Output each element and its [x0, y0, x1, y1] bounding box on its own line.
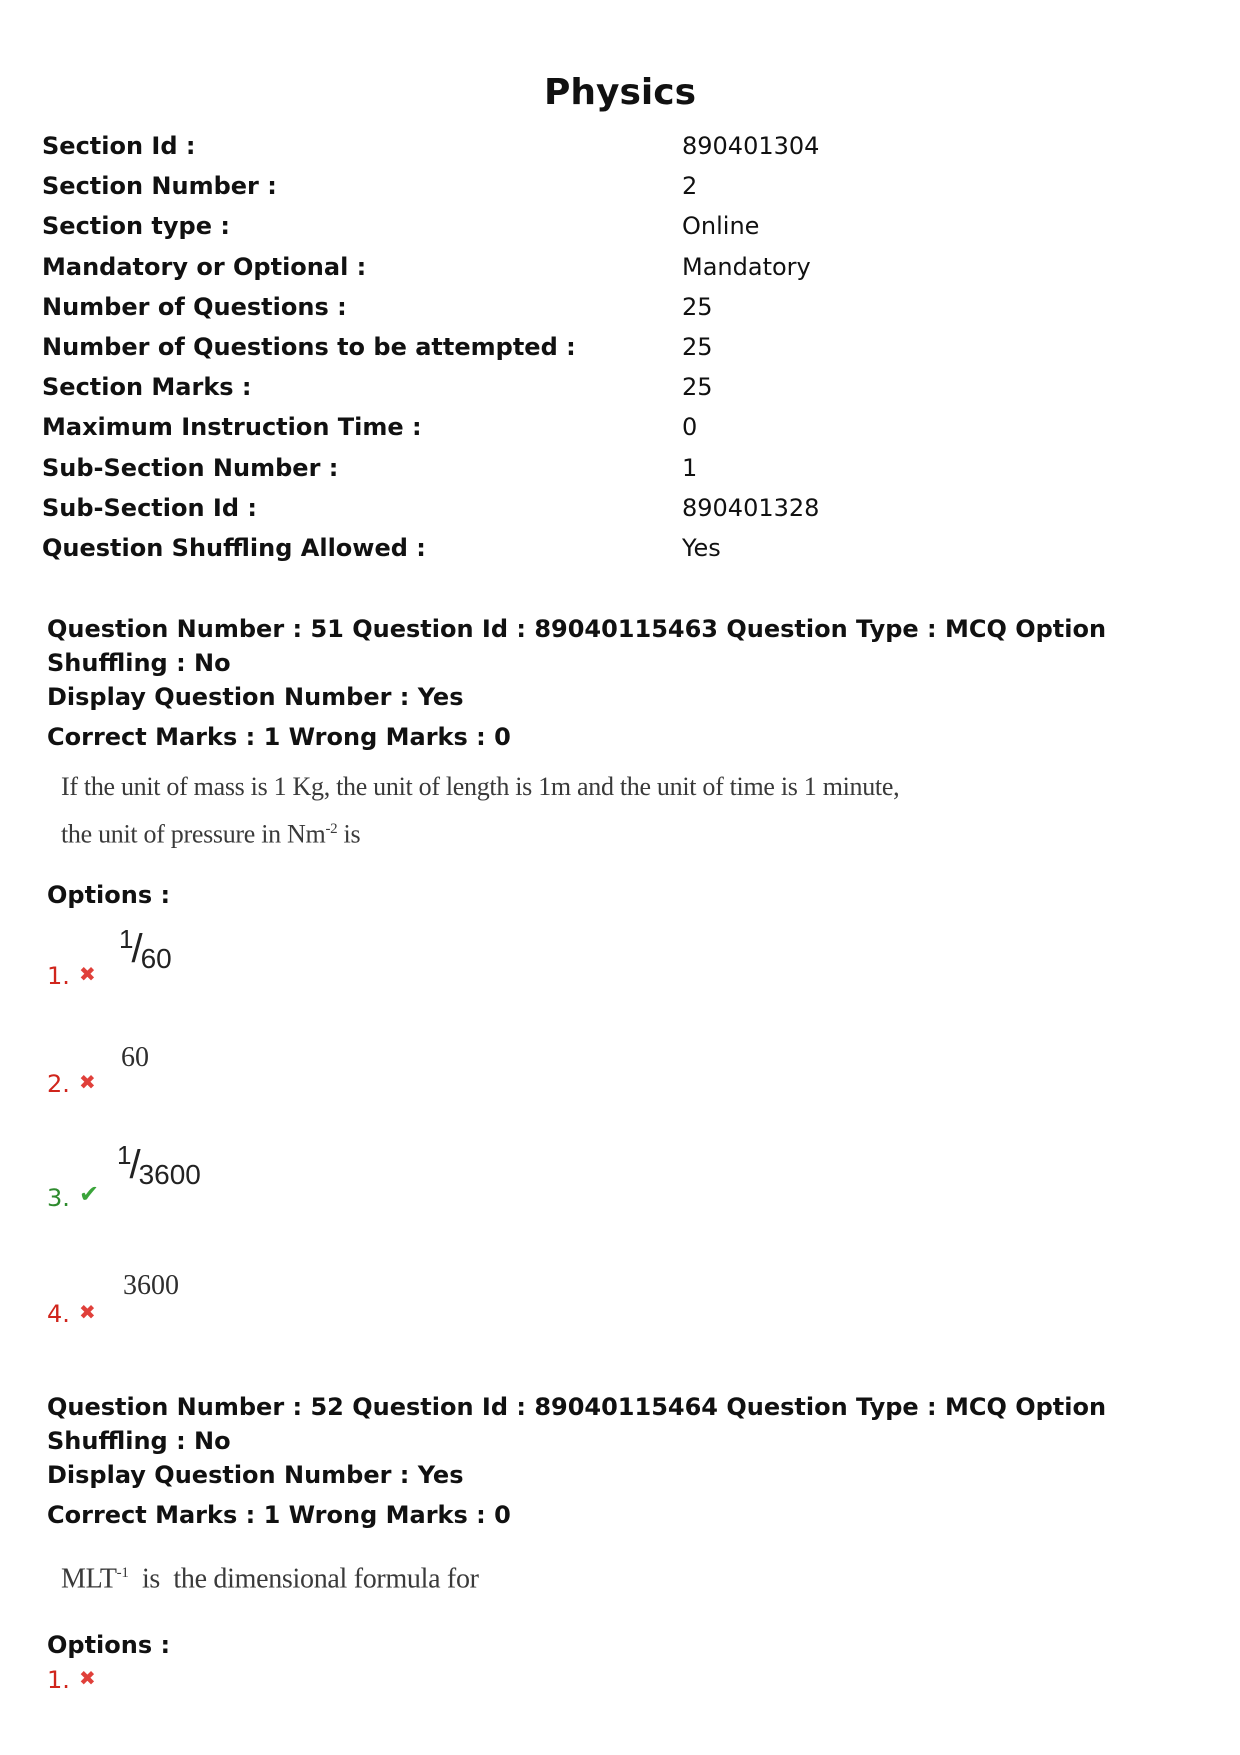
meta-row-mandatory [42, 247, 1142, 287]
stem-superscript: -2 [325, 821, 338, 837]
meta-label: Section type : [42, 212, 230, 241]
cross-icon: ✖ [79, 1069, 96, 1094]
option-3 [47, 1140, 1207, 1264]
option-value: 60 [121, 1041, 149, 1073]
option-value [117, 1140, 201, 1191]
option-1 [47, 924, 1207, 1032]
fraction-numerator: 1 [119, 923, 134, 954]
meta-value: 25 [682, 333, 713, 362]
meta-row-section-id [42, 126, 1142, 166]
option-value: 3600 [123, 1269, 179, 1301]
meta-row-section-marks [42, 367, 1142, 407]
fraction-slash: / [129, 1142, 141, 1187]
fraction-numerator: 1 [117, 1139, 132, 1170]
meta-label: Section Id : [42, 132, 196, 161]
question-display-number: Display Question Number : Yes [47, 683, 464, 711]
meta-value: 2 [682, 172, 698, 201]
stem-text: MLT [61, 1563, 117, 1595]
meta-row-num-attempted [42, 327, 1142, 367]
stem-text: the unit of pressure in Nm [61, 819, 326, 849]
option-number: 1. [47, 961, 70, 990]
meta-row-subsection-id [42, 488, 1142, 528]
option-1 [47, 1666, 1207, 1710]
meta-value: Yes [682, 533, 721, 562]
options-label: Options : [47, 880, 171, 909]
meta-label: Section Marks : [42, 373, 252, 402]
meta-value: 1 [682, 453, 698, 482]
stem-superscript: -1 [116, 1565, 129, 1581]
fraction-slash: / [131, 926, 143, 971]
meta-value: Online [682, 212, 760, 241]
question-header: Question Number : 51 Question Id : 89040115463 Question Type : MCQ Option Shuffling : No [47, 615, 1107, 677]
question-stem-line: If the unit of mass is 1 Kg, the unit of length is 1m and the unit of time is 1 minute, [61, 772, 900, 801]
option-4 [47, 1264, 1207, 1372]
meta-value: 890401304 [682, 132, 820, 161]
option-number: 1. [47, 1666, 70, 1695]
question-51 [47, 612, 1207, 1372]
meta-row-num-questions [42, 287, 1142, 327]
stem-text: is the dimensional formula for [128, 1563, 479, 1595]
meta-value: 25 [682, 373, 713, 402]
meta-row-instruction-time [42, 407, 1142, 447]
meta-value: 25 [682, 292, 713, 321]
question-stem-line [61, 808, 1207, 856]
meta-row-subsection-number [42, 448, 1142, 488]
option-number: 3. [47, 1183, 70, 1212]
meta-label: Sub-Section Id : [42, 493, 257, 522]
meta-label: Number of Questions : [42, 292, 347, 321]
meta-value: Mandatory [682, 252, 811, 281]
fraction-denominator: 3600 [138, 1158, 201, 1190]
cross-icon: ✖ [79, 961, 96, 986]
section-info-table [42, 126, 1142, 568]
option-value [119, 924, 172, 975]
meta-row-shuffling [42, 528, 1142, 568]
options-label: Options : [47, 1631, 171, 1660]
question-stem [61, 1552, 1207, 1600]
cross-icon: ✖ [79, 1299, 96, 1324]
fraction-denominator: 60 [140, 942, 172, 974]
meta-value: 890401328 [682, 493, 820, 522]
question-52 [47, 1390, 1207, 1710]
meta-row-section-number [42, 166, 1142, 206]
question-stem [61, 766, 1207, 856]
question-marks: Correct Marks : 1 Wrong Marks : 0 [47, 723, 511, 751]
check-icon: ✔ [79, 1179, 100, 1208]
meta-label: Question Shuffling Allowed : [42, 533, 426, 562]
question-display-number: Display Question Number : Yes [47, 1461, 464, 1489]
question-header: Question Number : 52 Question Id : 89040115464 Question Type : MCQ Option Shuffling : No [47, 1393, 1107, 1455]
stem-text: is [337, 819, 361, 849]
meta-row-section-type [42, 206, 1142, 246]
meta-label: Sub-Section Number : [42, 453, 339, 482]
meta-label: Section Number : [42, 172, 277, 201]
option-number: 2. [47, 1069, 70, 1098]
question-marks: Correct Marks : 1 Wrong Marks : 0 [47, 1501, 511, 1529]
cross-icon: ✖ [79, 1666, 96, 1691]
option-number: 4. [47, 1299, 70, 1328]
option-2 [47, 1032, 1207, 1140]
page-title: Physics [543, 72, 696, 113]
meta-label: Mandatory or Optional : [42, 252, 367, 281]
meta-value: 0 [682, 413, 698, 442]
meta-label: Maximum Instruction Time : [42, 413, 422, 442]
meta-label: Number of Questions to be attempted : [42, 333, 576, 362]
